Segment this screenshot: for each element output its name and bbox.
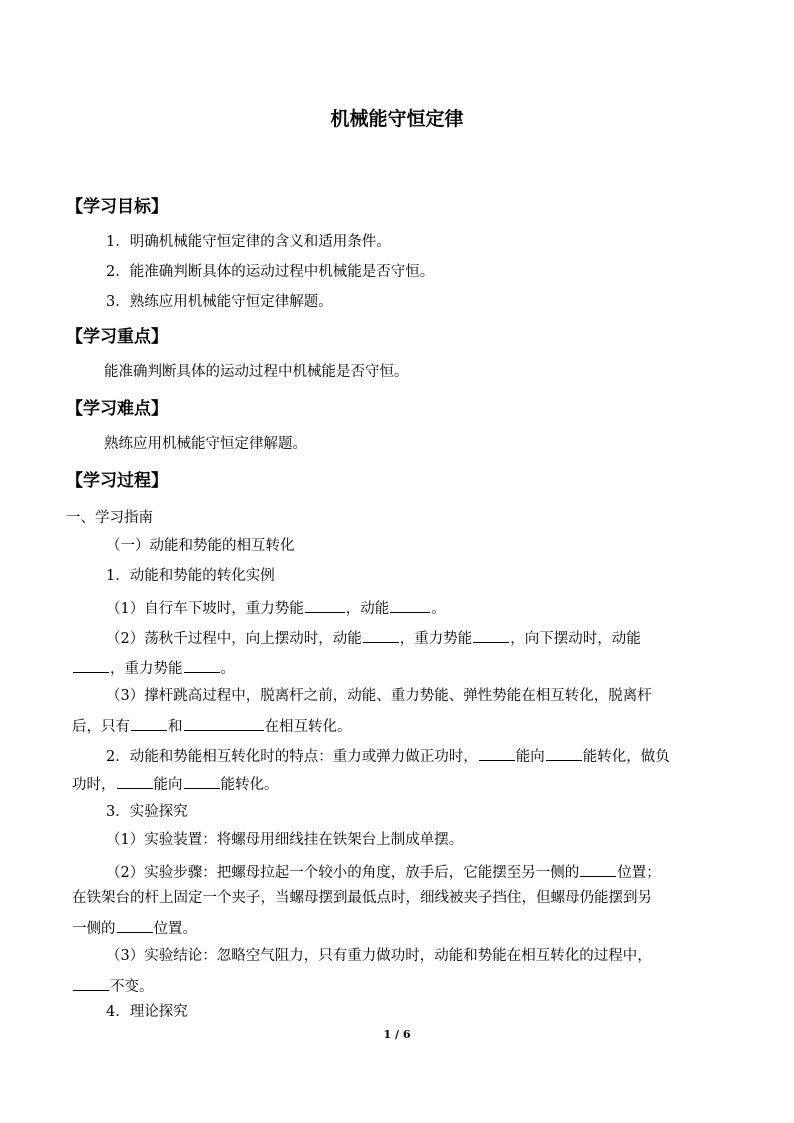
experiment-setup: （1）实验装置：将螺母用细线挂在铁架台上制成单摆。 [106,832,464,848]
blank [479,744,515,761]
question-2-line-2: ，重力势能 。 [72,656,235,679]
item-2-line-1: 2．动能和势能相互转化时的特点：重力或弹力做正功时， 能向 能转化，做负 [106,744,670,767]
blank [117,916,153,933]
heading-learning-goals: 【学习目标】 [66,197,168,217]
goal-item-3: 3．熟练应用机械能守恒定律解题。 [106,294,333,310]
blank [390,596,430,613]
experiment-conclusion-line-1: （3）实验结论：忽略空气阻力，只有重力做功时，动能和势能在相互转化的过程中， [106,948,652,964]
blank [184,656,220,673]
experiment-steps-line-2: 在铁架台的杆上固定一个夹子，当螺母摆到最低点时，细线被夹子挡住，但螺母仍能摆到另 [72,890,652,906]
item-2-line-2: 功时， 能向 能转化。 [72,772,279,795]
blank [580,860,616,877]
heading-key-points: 【学习重点】 [66,327,168,347]
blank [73,974,109,991]
part-1-title: 一、学习指南 [66,510,153,526]
blank [363,626,399,643]
experiment-steps-line-3: 一侧的 位置。 [72,916,197,939]
goal-item-1: 1．明确机械能守恒定律的含义和适用条件。 [106,234,391,250]
heading-learning-process: 【学习过程】 [66,471,168,491]
question-3-line-1: （3）撑杆跳高过程中，脱离杆之前，动能、重力势能、弹性势能在相互转化，脱离杆 [106,688,652,704]
experiment-steps-line-1: （2）实验步骤：把螺母拉起一个较小的角度，放手后，它能摆至另一侧的 位置； [106,860,661,883]
blank [473,626,509,643]
blank [546,744,582,761]
page-number: 1 / 6 [383,1028,411,1041]
experiment-conclusion-line-2: 不变。 [72,974,154,997]
blank [184,714,264,731]
difficulty-text: 熟练应用机械能守恒定律解题。 [104,436,307,452]
blank [131,714,167,731]
blank [73,656,109,673]
blank [305,596,345,613]
blank [184,772,220,789]
blank [117,772,153,789]
subsection-1-title: （一）动能和势能的相互转化 [106,538,295,554]
question-3-line-2: 后，只有 和 在相互转化。 [72,714,352,737]
item-1-title: 1．动能和势能的转化实例 [106,568,275,584]
item-4-title: 4．理论探究 [106,1004,188,1020]
key-points-text: 能准确判断具体的运动过程中机械能是否守恒。 [104,364,409,380]
item-3-title: 3．实验探究 [106,804,188,820]
question-1: （1）自行车下坡时，重力势能 ，动能 。 [106,596,446,619]
question-2-line-1: （2）荡秋千过程中，向上摆动时，动能 ，重力势能 ，向下摆动时，动能 [106,626,641,649]
goal-item-2: 2．能准确判断具体的运动过程中机械能是否守恒。 [106,264,435,280]
heading-difficulty: 【学习难点】 [66,399,168,419]
page-title: 机械能守恒定律 [330,108,464,130]
